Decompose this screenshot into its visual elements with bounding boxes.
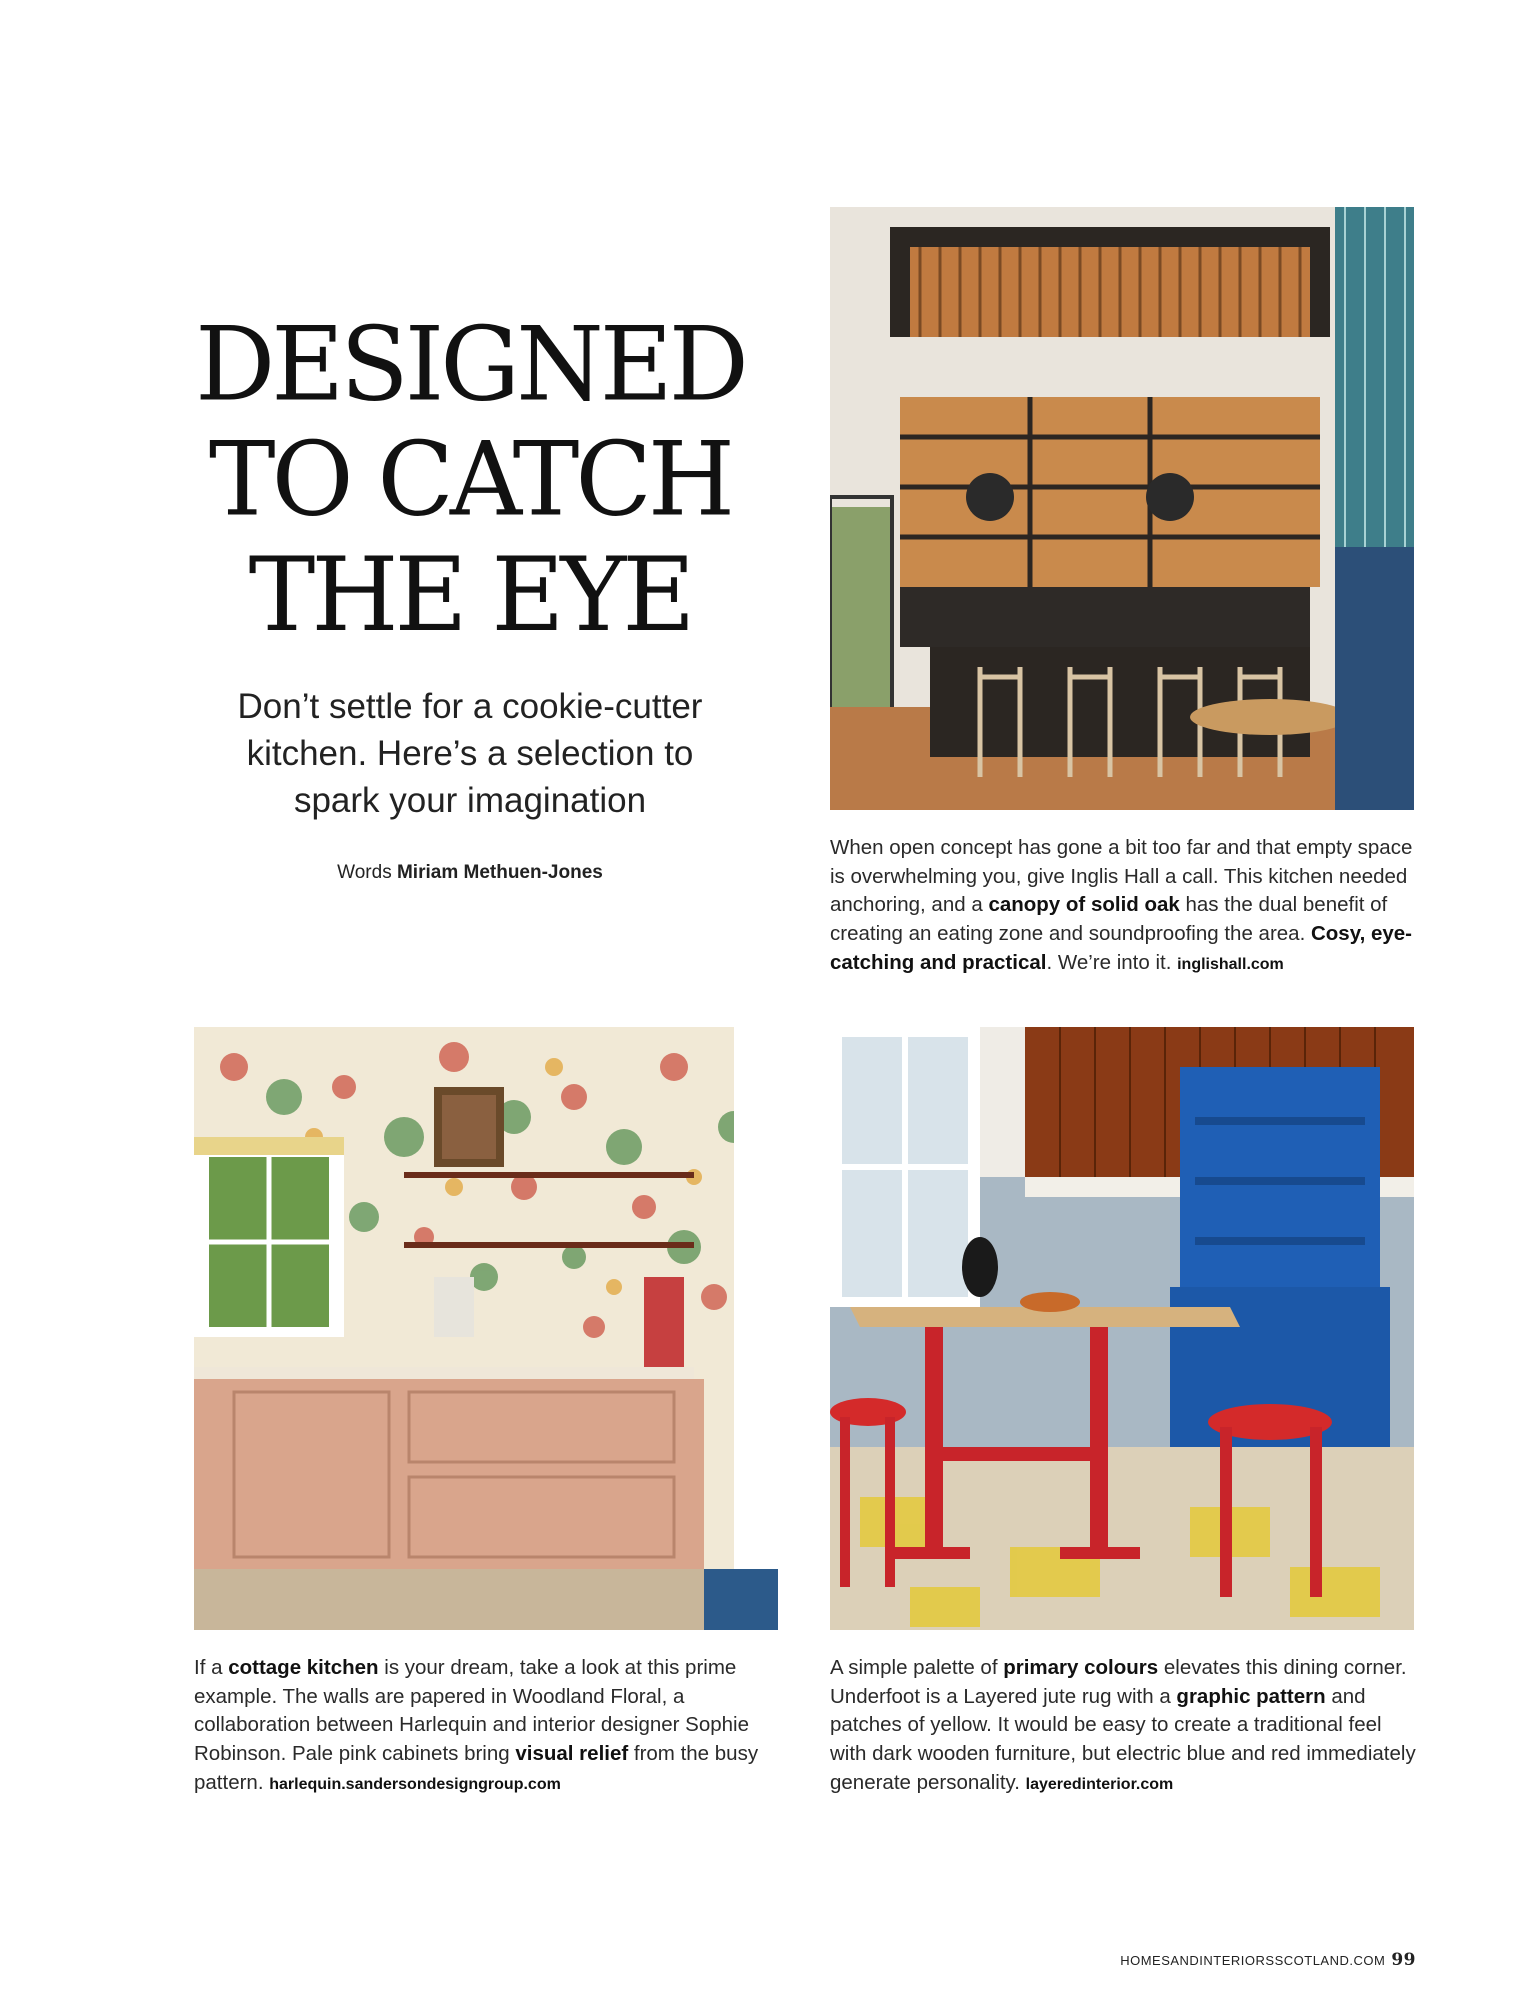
caption-url[interactable]: layeredinterior.com [1025, 1775, 1174, 1793]
caption-highlight: Cosy, eye-catching and practical [830, 922, 1413, 974]
headline-line: DESIGNED [195, 304, 745, 424]
caption-url[interactable]: harlequin.sandersondesigngroup.com [269, 1775, 561, 1793]
photo-primary-colours-dining [830, 1027, 1414, 1630]
byline-label: Words [337, 862, 392, 883]
caption-text: is your dream, take a look at this prime example. The walls are papered in Woodland Floral, a collaboration between Harlequin and interior designer Sophie Robinson. Pale pink cabinets bring [194, 1656, 750, 1766]
caption-text: If a [194, 1656, 229, 1679]
standfirst-line: kitchen. Here’s a selection to [246, 734, 694, 773]
caption-text: from the busy pattern. [194, 1742, 759, 1794]
caption-text: . We’re into it. [1046, 950, 1178, 974]
caption-cottage-kitchen [194, 1654, 784, 1800]
folio-site: HOMESANDINTERIORSSCOTLAND.COM [1120, 1953, 1386, 1968]
standfirst [180, 683, 760, 824]
caption-primary-colours-dining [830, 1654, 1420, 1800]
standfirst-line: Don’t settle for a cookie-cutter [237, 687, 703, 726]
caption-highlight: primary colours [1003, 1656, 1159, 1679]
headline [170, 304, 770, 655]
photo-cottage-kitchen [194, 1027, 778, 1630]
caption-text: When open concept has gone a bit too far and that empty space is overwhelming you, give Inglis Hall a call. This kitchen needed anchoring, and a [830, 836, 1413, 917]
caption-oak-canopy-kitchen [830, 834, 1420, 980]
caption-url[interactable]: inglishall.com [1177, 955, 1284, 973]
folio [1120, 1950, 1416, 1970]
headline-line: TO CATCH [208, 419, 732, 540]
byline-author: Miriam Methuen-Jones [396, 862, 603, 883]
caption-highlight: canopy of solid oak [988, 893, 1180, 917]
caption-highlight: visual relief [515, 1742, 629, 1766]
caption-highlight: cottage kitchen [228, 1656, 379, 1679]
caption-text: has the dual benefit of creating an eating zone and soundproofing the area. [830, 893, 1388, 946]
headline-line: THE EYE [248, 535, 692, 655]
page-number: 99 [1391, 1950, 1416, 1970]
caption-text: and patches of yellow. It would be easy to create a traditional feel with dark wooden furniture, but electric blue and red immediately generate personality. [830, 1684, 1416, 1794]
photo-oak-canopy-kitchen [830, 207, 1414, 810]
caption-text: elevates this dining corner. Underfoot is a Layered jute rug with a [830, 1656, 1407, 1708]
caption-text: A simple palette of [830, 1656, 1004, 1679]
byline [200, 862, 740, 884]
caption-highlight: graphic pattern [1176, 1684, 1326, 1708]
standfirst-line: spark your imagination [293, 781, 647, 820]
